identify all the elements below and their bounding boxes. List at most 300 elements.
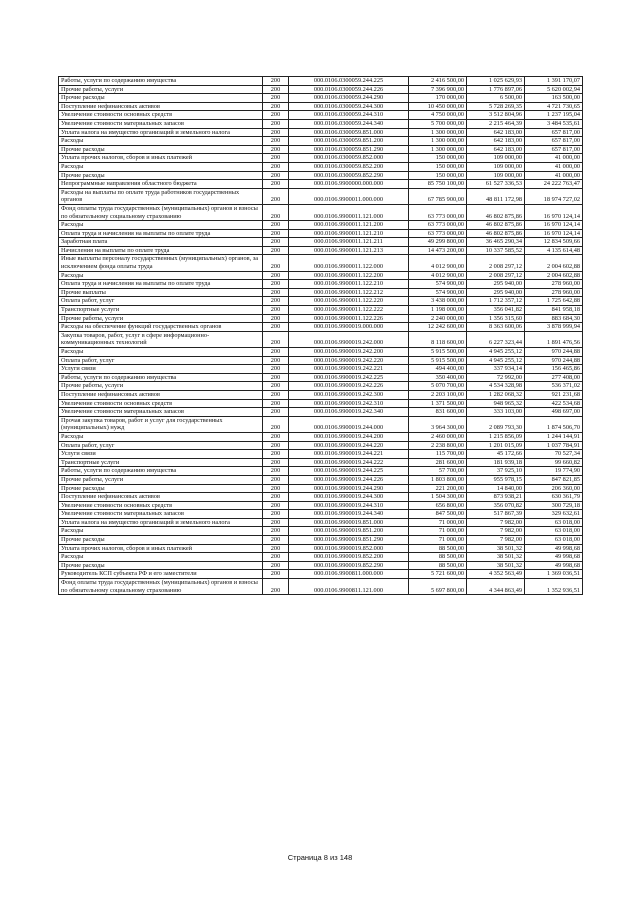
executed-amount-cell: 295 940,00 [467,288,525,297]
approved-amount-cell: 10 450 000,00 [409,102,467,111]
table-row [59,77,583,86]
row-name-cell: Прочие работы, услуги [59,314,263,323]
table-row [59,119,583,128]
executed-amount-cell: 48 811 172,98 [467,188,525,204]
approved-amount-cell: 14 473 200,00 [409,246,467,255]
row-name-cell: Прочие расходы [59,561,263,570]
table-row [59,288,583,297]
row-name-cell: Уплата налога на имущество организаций и земельного налога [59,518,263,527]
row-name-cell: Фонд оплаты труда государственных (муниципальных) органов и взносы по обязательному социальному страхованию [59,579,263,595]
budget-classification-code-cell: 000.0106.9900019.242.310 [289,399,409,408]
unexecuted-amount-cell: 278 960,00 [525,280,583,289]
approved-amount-cell: 5 721 600,00 [409,570,467,579]
table-row [59,432,583,441]
row-name-cell: Прочие работы, услуги [59,85,263,94]
row-name-cell: Закупка товаров, работ, услуг в сфере информационно-коммуникационных технологий [59,331,263,347]
budget-classification-code-cell: 000.0106.0300059.244.226 [289,85,409,94]
unexecuted-amount-cell: 498 697,00 [525,408,583,417]
row-code-cell: 200 [263,373,289,382]
row-code-cell: 200 [263,137,289,146]
row-code-cell: 200 [263,271,289,280]
table-row [59,238,583,247]
row-code-cell: 200 [263,570,289,579]
row-name-cell: Расходы [59,271,263,280]
row-code-cell: 200 [263,501,289,510]
executed-amount-cell: 356 070,82 [467,501,525,510]
row-code-cell: 200 [263,536,289,545]
unexecuted-amount-cell: 1 237 195,04 [525,111,583,120]
table-row [59,102,583,111]
unexecuted-amount-cell: 4 135 614,48 [525,246,583,255]
row-code-cell: 200 [263,561,289,570]
unexecuted-amount-cell: 41 000,00 [525,171,583,180]
executed-amount-cell: 5 728 269,35 [467,102,525,111]
unexecuted-amount-cell: 5 620 002,94 [525,85,583,94]
row-name-cell: Руководитель КСП субъекта РФ и его заместители [59,570,263,579]
executed-amount-cell: 38 501,32 [467,544,525,553]
executed-amount-cell: 2 215 464,39 [467,119,525,128]
executed-amount-cell: 181 939,18 [467,458,525,467]
budget-classification-code-cell: 000.0106.9900019.244.226 [289,475,409,484]
row-code-cell: 200 [263,544,289,553]
approved-amount-cell: 63 773 000,00 [409,221,467,230]
table-row [59,188,583,204]
unexecuted-amount-cell: 12 834 509,66 [525,238,583,247]
approved-amount-cell: 63 773 000,00 [409,204,467,220]
row-code-cell: 200 [263,314,289,323]
row-name-cell: Прочие расходы [59,94,263,103]
row-code-cell: 200 [263,458,289,467]
row-name-cell: Уплата прочих налогов, сборов и иных платежей [59,544,263,553]
row-name-cell: Транспортные услуги [59,306,263,315]
unexecuted-amount-cell: 1 391 170,07 [525,77,583,86]
executed-amount-cell: 7 982,00 [467,536,525,545]
table-row [59,365,583,374]
row-code-cell: 200 [263,450,289,459]
table-row [59,85,583,94]
row-code-cell: 200 [263,416,289,432]
budget-classification-code-cell: 000.0106.9900019.244.220 [289,441,409,450]
unexecuted-amount-cell: 163 500,00 [525,94,583,103]
executed-amount-cell: 8 363 600,06 [467,323,525,332]
table-row [59,180,583,189]
approved-amount-cell: 2 203 100,00 [409,390,467,399]
row-code-cell: 200 [263,356,289,365]
row-name-cell: Расходы [59,432,263,441]
row-name-cell: Расходы [59,162,263,171]
row-code-cell: 200 [263,180,289,189]
approved-amount-cell: 67 785 900,00 [409,188,467,204]
budget-classification-code-cell: 000.0106.0300059.851.200 [289,137,409,146]
row-name-cell: Оплата работ, услуг [59,297,263,306]
row-code-cell: 200 [263,111,289,120]
budget-classification-code-cell: 000.0106.9900019.852.200 [289,553,409,562]
unexecuted-amount-cell: 536 371,02 [525,382,583,391]
approved-amount-cell: 1 371 500,00 [409,399,467,408]
row-code-cell: 200 [263,493,289,502]
table-row [59,416,583,432]
executed-amount-cell: 4 945 255,12 [467,348,525,357]
executed-amount-cell: 7 982,00 [467,527,525,536]
budget-classification-code-cell: 000.0106.9900811.000.000 [289,570,409,579]
table-row [59,501,583,510]
approved-amount-cell: 5 915 500,00 [409,348,467,357]
table-row [59,314,583,323]
row-code-cell: 200 [263,579,289,595]
approved-amount-cell: 656 800,00 [409,501,467,510]
unexecuted-amount-cell: 422 534,68 [525,399,583,408]
executed-amount-cell: 4 534 328,98 [467,382,525,391]
row-name-cell: Прочие работы, услуги [59,475,263,484]
budget-classification-code-cell: 000.0106.9900019.244.200 [289,432,409,441]
unexecuted-amount-cell: 1 725 642,88 [525,297,583,306]
approved-amount-cell: 88 500,00 [409,561,467,570]
row-code-cell: 200 [263,229,289,238]
budget-classification-code-cell: 000.0106.9900019.242.000 [289,331,409,347]
unexecuted-amount-cell: 657 817,00 [525,128,583,137]
executed-amount-cell: 337 934,14 [467,365,525,374]
row-code-cell: 200 [263,297,289,306]
row-name-cell: Оплата работ, услуг [59,441,263,450]
executed-amount-cell: 10 337 585,52 [467,246,525,255]
approved-amount-cell: 5 070 700,00 [409,382,467,391]
budget-classification-code-cell: 000.0106.9900019.242.221 [289,365,409,374]
executed-amount-cell: 1 282 068,32 [467,390,525,399]
approved-amount-cell: 494 400,00 [409,365,467,374]
table-row [59,271,583,280]
budget-classification-code-cell: 000.0106.9900019.851.000 [289,518,409,527]
table-row [59,246,583,255]
row-code-cell: 200 [263,484,289,493]
approved-amount-cell: 150 000,00 [409,171,467,180]
approved-amount-cell: 1 198 000,00 [409,306,467,315]
approved-amount-cell: 8 118 600,00 [409,331,467,347]
table-row [59,154,583,163]
row-code-cell: 200 [263,145,289,154]
approved-amount-cell: 150 000,00 [409,154,467,163]
executed-amount-cell: 2 008 297,12 [467,271,525,280]
table-row [59,111,583,120]
budget-classification-code-cell: 000.0106.0300059.852.000 [289,154,409,163]
unexecuted-amount-cell: 1 244 144,91 [525,432,583,441]
approved-amount-cell: 2 460 000,00 [409,432,467,441]
row-name-cell: Расходы [59,221,263,230]
approved-amount-cell: 85 750 100,00 [409,180,467,189]
budget-classification-code-cell: 000.0106.9900011.122.000 [289,255,409,271]
row-name-cell: Работы, услуги по содержанию имущества [59,77,263,86]
row-name-cell: Поступление нефинансовых активов [59,102,263,111]
approved-amount-cell: 4 012 900,00 [409,255,467,271]
unexecuted-amount-cell: 970 244,88 [525,356,583,365]
unexecuted-amount-cell: 277 408,00 [525,373,583,382]
budget-execution-table [58,76,583,595]
row-name-cell: Расходы [59,137,263,146]
unexecuted-amount-cell: 16 970 124,14 [525,204,583,220]
row-name-cell: Услуги связи [59,365,263,374]
approved-amount-cell: 5 915 500,00 [409,356,467,365]
row-code-cell: 200 [263,432,289,441]
row-code-cell: 200 [263,527,289,536]
row-name-cell: Услуги связи [59,450,263,459]
table-row [59,145,583,154]
unexecuted-amount-cell: 300 729,18 [525,501,583,510]
row-name-cell: Расходы [59,527,263,536]
table-row [59,171,583,180]
row-name-cell: Увеличение стоимости основных средств [59,399,263,408]
approved-amount-cell: 12 242 600,00 [409,323,467,332]
unexecuted-amount-cell: 3 484 535,61 [525,119,583,128]
table-row [59,544,583,553]
row-code-cell: 200 [263,553,289,562]
executed-amount-cell: 642 183,00 [467,137,525,146]
row-code-cell: 200 [263,399,289,408]
unexecuted-amount-cell: 16 970 124,14 [525,221,583,230]
row-name-cell: Оплата работ, услуг [59,356,263,365]
table-row [59,475,583,484]
row-code-cell: 200 [263,246,289,255]
approved-amount-cell: 71 000,00 [409,527,467,536]
unexecuted-amount-cell: 63 018,00 [525,536,583,545]
executed-amount-cell: 45 172,66 [467,450,525,459]
table-row [59,458,583,467]
page-number: Страница 8 из 148 [287,853,353,862]
table-row [59,450,583,459]
table-row [59,348,583,357]
row-name-cell: Иные выплаты персоналу государственных (муниципальных) органов, за исключением фонда оплаты труда [59,255,263,271]
budget-classification-code-cell: 000.0106.9900011.122.212 [289,288,409,297]
budget-classification-code-cell: 000.0106.9900019.242.200 [289,348,409,357]
row-name-cell: Фонд оплаты труда государственных (муниципальных) органов и взносы по обязательному социальному страхованию [59,204,263,220]
budget-classification-code-cell: 000.0106.0300059.244.300 [289,102,409,111]
table-row [59,356,583,365]
row-name-cell: Заработная плата [59,238,263,247]
row-code-cell: 200 [263,154,289,163]
row-code-cell: 200 [263,382,289,391]
table-row [59,399,583,408]
executed-amount-cell: 37 925,10 [467,467,525,476]
row-code-cell: 200 [263,518,289,527]
unexecuted-amount-cell: 41 000,00 [525,154,583,163]
row-name-cell: Работы, услуги по содержанию имущества [59,467,263,476]
executed-amount-cell: 7 982,00 [467,518,525,527]
approved-amount-cell: 574 900,00 [409,280,467,289]
budget-classification-code-cell: 000.0106.0300059.244.225 [289,77,409,86]
row-name-cell: Увеличение стоимости основных средств [59,501,263,510]
budget-classification-code-cell: 000.0106.9900019.242.226 [289,382,409,391]
unexecuted-amount-cell: 156 465,86 [525,365,583,374]
executed-amount-cell: 517 867,39 [467,510,525,519]
executed-amount-cell: 46 802 875,86 [467,221,525,230]
unexecuted-amount-cell: 1 037 784,91 [525,441,583,450]
row-name-cell: Непрограммные направления областного бюджета [59,180,263,189]
executed-amount-cell: 2 008 297,12 [467,255,525,271]
unexecuted-amount-cell: 63 018,00 [525,527,583,536]
executed-amount-cell: 955 978,15 [467,475,525,484]
approved-amount-cell: 88 500,00 [409,553,467,562]
table-row [59,373,583,382]
unexecuted-amount-cell: 18 974 727,02 [525,188,583,204]
budget-classification-code-cell: 000.0106.9900019.244.221 [289,450,409,459]
row-name-cell: Прочие работы, услуги [59,382,263,391]
approved-amount-cell: 5 697 800,00 [409,579,467,595]
executed-amount-cell: 356 041,82 [467,306,525,315]
row-name-cell: Расходы на обеспечение функций государственных органов [59,323,263,332]
executed-amount-cell: 642 183,00 [467,145,525,154]
approved-amount-cell: 7 396 900,00 [409,85,467,94]
row-name-cell: Увеличение стоимости основных средств [59,111,263,120]
budget-classification-code-cell: 000.0106.9900019.244.340 [289,510,409,519]
approved-amount-cell: 71 000,00 [409,536,467,545]
table-row [59,137,583,146]
row-code-cell: 200 [263,306,289,315]
approved-amount-cell: 2 416 500,00 [409,77,467,86]
approved-amount-cell: 831 600,00 [409,408,467,417]
table-row [59,441,583,450]
unexecuted-amount-cell: 1 369 036,51 [525,570,583,579]
budget-classification-code-cell: 000.0106.9900011.122.222 [289,306,409,315]
table-row [59,493,583,502]
row-name-cell: Начисления на выплаты по оплате труда [59,246,263,255]
approved-amount-cell: 281 600,00 [409,458,467,467]
table-row [59,255,583,271]
row-code-cell: 200 [263,365,289,374]
table-row [59,527,583,536]
budget-classification-code-cell: 000.0106.9900019.242.220 [289,356,409,365]
row-name-cell: Расходы на выплаты по оплате труда работников государственных органов [59,188,263,204]
approved-amount-cell: 221 200,00 [409,484,467,493]
executed-amount-cell: 873 938,21 [467,493,525,502]
table-row [59,306,583,315]
budget-classification-code-cell: 000.0106.0300059.244.290 [289,94,409,103]
approved-amount-cell: 63 773 000,00 [409,229,467,238]
unexecuted-amount-cell: 49 998,68 [525,544,583,553]
budget-classification-code-cell: 000.0106.9900019.244.290 [289,484,409,493]
unexecuted-amount-cell: 657 817,00 [525,145,583,154]
unexecuted-amount-cell: 1 352 936,51 [525,579,583,595]
executed-amount-cell: 38 501,32 [467,553,525,562]
budget-classification-code-cell: 000.0106.9900019.851.200 [289,527,409,536]
executed-amount-cell: 4 945 255,12 [467,356,525,365]
row-name-cell: Поступление нефинансовых активов [59,493,263,502]
executed-amount-cell: 2 089 793,30 [467,416,525,432]
table-row [59,579,583,595]
approved-amount-cell: 4 012 900,00 [409,271,467,280]
unexecuted-amount-cell: 2 004 602,88 [525,255,583,271]
budget-classification-code-cell: 000.0106.9900019.000.000 [289,323,409,332]
row-name-cell: Увеличение стоимости материальных запасов [59,119,263,128]
row-name-cell: Увеличение стоимости материальных запасов [59,510,263,519]
approved-amount-cell: 88 500,00 [409,544,467,553]
executed-amount-cell: 38 501,32 [467,561,525,570]
executed-amount-cell: 1 025 629,93 [467,77,525,86]
budget-classification-code-cell: 000.0106.9900011.000.000 [289,188,409,204]
row-code-cell: 200 [263,238,289,247]
approved-amount-cell: 115 700,00 [409,450,467,459]
table-row [59,297,583,306]
table-row [59,128,583,137]
approved-amount-cell: 1 803 800,00 [409,475,467,484]
budget-classification-code-cell: 000.0106.9900019.851.290 [289,536,409,545]
row-code-cell: 200 [263,441,289,450]
table-row [59,484,583,493]
row-code-cell: 200 [263,221,289,230]
budget-classification-code-cell: 000.0106.9900019.244.225 [289,467,409,476]
budget-classification-code-cell: 000.0106.9900019.244.000 [289,416,409,432]
table-row [59,280,583,289]
row-code-cell: 200 [263,102,289,111]
unexecuted-amount-cell: 3 878 999,94 [525,323,583,332]
executed-amount-cell: 46 802 875,86 [467,204,525,220]
row-name-cell: Увеличение стоимости материальных запасов [59,408,263,417]
table-row [59,94,583,103]
table-row [59,323,583,332]
row-name-cell: Расходы [59,348,263,357]
approved-amount-cell: 49 299 800,00 [409,238,467,247]
executed-amount-cell: 4 344 863,49 [467,579,525,595]
unexecuted-amount-cell: 278 960,00 [525,288,583,297]
row-code-cell: 200 [263,323,289,332]
row-code-cell: 200 [263,188,289,204]
unexecuted-amount-cell: 630 361,79 [525,493,583,502]
row-name-cell: Оплата труда и начисления на выплаты по оплате труда [59,280,263,289]
approved-amount-cell: 150 000,00 [409,162,467,171]
table-row [59,229,583,238]
unexecuted-amount-cell: 19 774,90 [525,467,583,476]
table-row [59,561,583,570]
budget-classification-code-cell: 000.0106.9900019.852.000 [289,544,409,553]
table-row [59,510,583,519]
budget-classification-code-cell: 000.0106.0300059.851.000 [289,128,409,137]
budget-classification-code-cell: 000.0106.9900011.122.220 [289,297,409,306]
table-row [59,221,583,230]
row-code-cell: 200 [263,348,289,357]
table-row [59,204,583,220]
unexecuted-amount-cell: 921 231,68 [525,390,583,399]
row-name-cell: Уплата прочих налогов, сборов и иных платежей [59,154,263,163]
table-row [59,553,583,562]
executed-amount-cell: 6 227 323,44 [467,331,525,347]
row-code-cell: 200 [263,119,289,128]
approved-amount-cell: 5 700 000,00 [409,119,467,128]
executed-amount-cell: 1 712 357,12 [467,297,525,306]
row-code-cell: 200 [263,467,289,476]
approved-amount-cell: 847 500,00 [409,510,467,519]
table-body [59,77,583,595]
budget-classification-code-cell: 000.0106.9900011.121.000 [289,204,409,220]
unexecuted-amount-cell: 99 660,82 [525,458,583,467]
budget-classification-code-cell: 000.0106.9900019.242.340 [289,408,409,417]
row-name-cell: Прочие расходы [59,171,263,180]
budget-classification-code-cell: 000.0106.0300059.852.200 [289,162,409,171]
budget-classification-code-cell: 000.0106.9900019.242.225 [289,373,409,382]
executed-amount-cell: 46 802 875,86 [467,229,525,238]
approved-amount-cell: 57 700,00 [409,467,467,476]
row-code-cell: 200 [263,390,289,399]
budget-classification-code-cell: 000.0106.9900019.244.310 [289,501,409,510]
unexecuted-amount-cell: 847 821,85 [525,475,583,484]
table-row [59,390,583,399]
unexecuted-amount-cell: 24 222 763,47 [525,180,583,189]
budget-classification-code-cell: 000.0106.0300059.244.310 [289,111,409,120]
executed-amount-cell: 36 465 290,34 [467,238,525,247]
executed-amount-cell: 109 000,00 [467,162,525,171]
executed-amount-cell: 295 940,00 [467,280,525,289]
budget-classification-code-cell: 000.0106.0300059.851.290 [289,145,409,154]
executed-amount-cell: 1 776 897,06 [467,85,525,94]
budget-classification-code-cell: 000.0106.9900019.852.290 [289,561,409,570]
row-name-cell: Прочие расходы [59,484,263,493]
row-code-cell: 200 [263,475,289,484]
